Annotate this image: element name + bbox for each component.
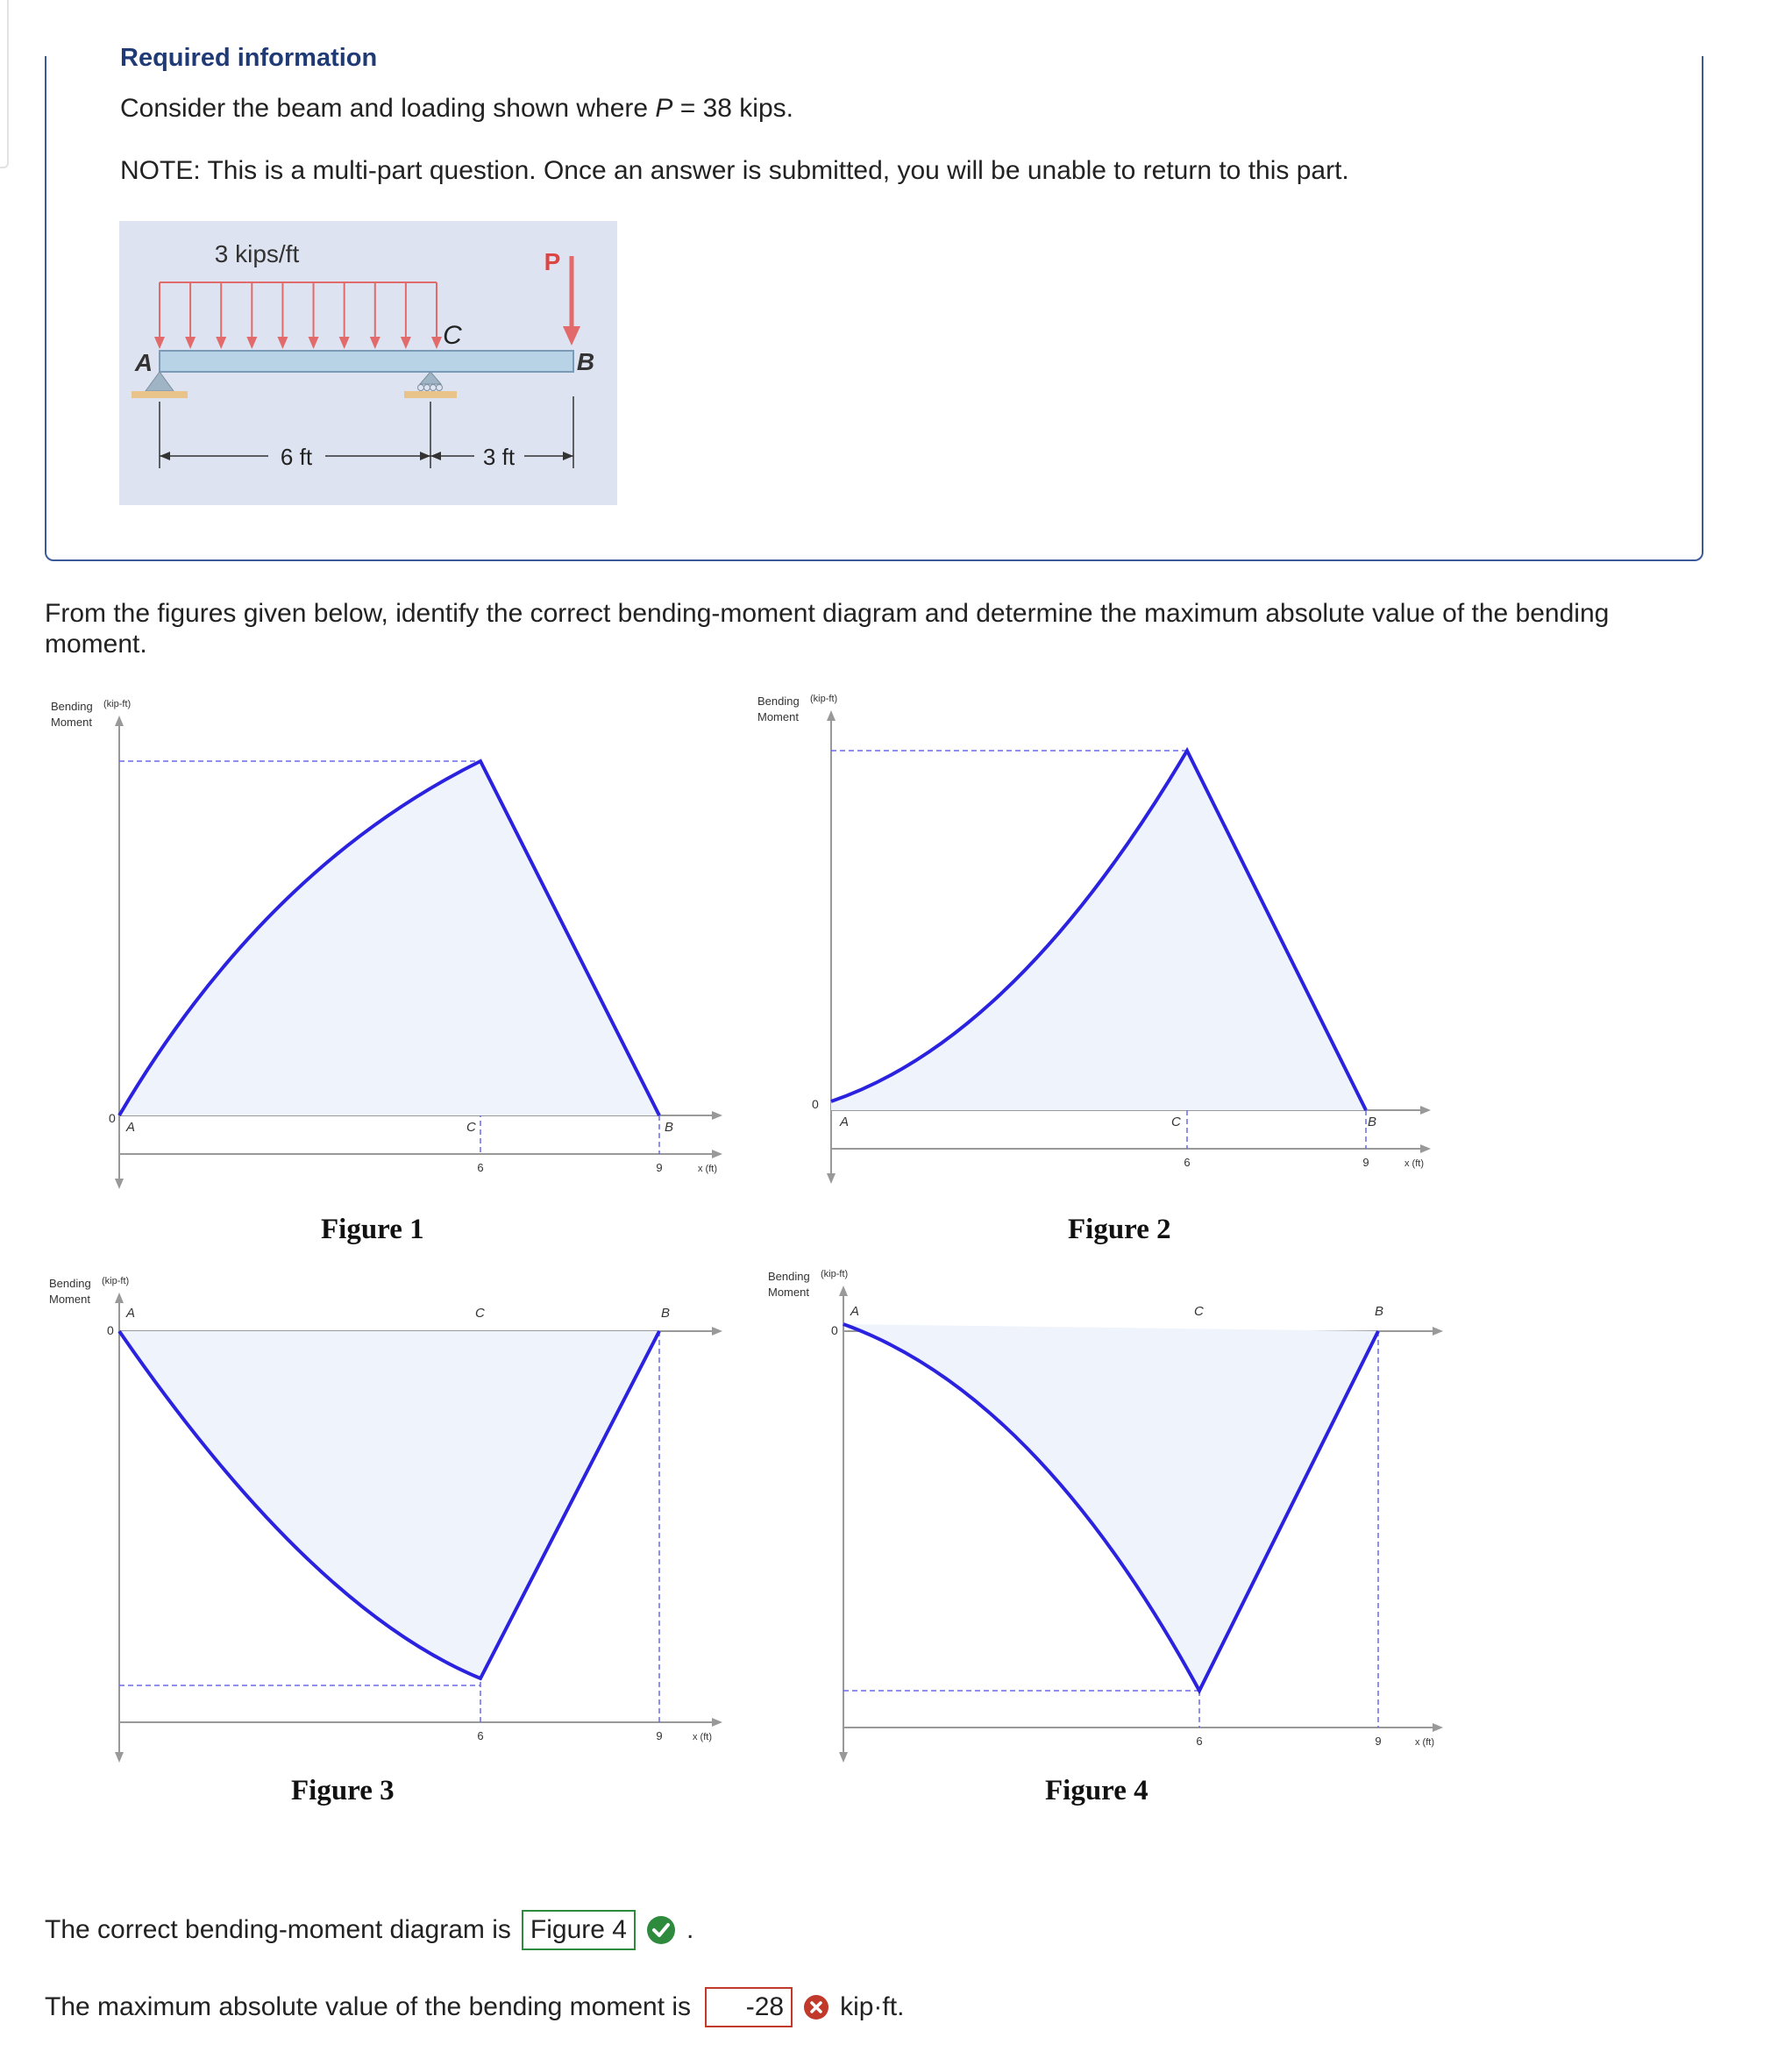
- answer-row-diagram: [45, 1910, 693, 1950]
- moment-unit: kip·ft.: [840, 1992, 905, 2021]
- answer-2-prompt: The maximum absolute value of the bending moment is: [45, 1992, 692, 2021]
- label-b: B: [661, 1306, 671, 1321]
- point-load-label: P: [544, 248, 561, 275]
- question-text: From the figures given below, identify the correct bending-moment diagram and determine the maximum absolute value of the bending moment.: [45, 599, 1610, 659]
- dimension-3ft: 3 ft: [482, 444, 516, 470]
- y-axis-label-line1: Bending: [51, 700, 93, 713]
- statement-variable: P: [655, 94, 673, 123]
- statement-suffix: = 38 kips.: [672, 94, 793, 123]
- tick-6: 6: [1184, 1156, 1191, 1169]
- diagram-select[interactable]: Figure 4: [522, 1910, 636, 1950]
- distributed-load-label: 3 kips/ft: [214, 240, 300, 267]
- figure-4-label: Figure 4: [1045, 1775, 1148, 1806]
- incorrect-x-icon: [803, 1994, 829, 2020]
- moment-area: [831, 751, 1366, 1110]
- correct-check-icon: [646, 1915, 676, 1945]
- ground-a: [132, 391, 188, 398]
- figure-4-diagram[interactable]: [766, 1263, 1459, 1771]
- label-b: B: [665, 1120, 674, 1135]
- tick-6: 6: [477, 1729, 484, 1742]
- label-a: A: [840, 1115, 850, 1129]
- y-axis-unit: (kip-ft): [810, 694, 838, 704]
- tick-6: 6: [477, 1161, 484, 1174]
- y-axis-label-line2: Moment: [757, 710, 799, 723]
- max-moment-input[interactable]: -28: [705, 1987, 793, 2027]
- tick-9: 9: [656, 1729, 663, 1742]
- tick-9: 9: [1362, 1156, 1369, 1169]
- label-b: B: [1375, 1304, 1384, 1319]
- tick-6: 6: [1196, 1735, 1203, 1748]
- y-axis-label-line1: Bending: [49, 1277, 91, 1290]
- label-c: C: [1171, 1115, 1181, 1129]
- point-a-label: A: [134, 349, 153, 376]
- answer-1-period: .: [686, 1915, 694, 1944]
- y-axis-label-line2: Moment: [768, 1286, 809, 1299]
- statement-prefix: Consider the beam and loading shown where: [120, 94, 656, 123]
- tick-9: 9: [656, 1161, 663, 1174]
- y-axis-label-line2: Moment: [51, 716, 92, 729]
- dimension-6ft: 6 ft: [280, 444, 313, 470]
- zero-label: 0: [812, 1097, 819, 1111]
- y-axis-unit: (kip-ft): [821, 1269, 849, 1279]
- point-c-label: C: [443, 321, 462, 350]
- x-axis-label: x (ft): [1404, 1158, 1424, 1169]
- moment-area: [843, 1324, 1378, 1691]
- x-axis-label: x (ft): [693, 1732, 712, 1742]
- x-axis-label: x (ft): [698, 1164, 717, 1174]
- label-c: C: [475, 1306, 485, 1321]
- problem-statement: [120, 94, 793, 124]
- figure-2-diagram[interactable]: [754, 687, 1447, 1214]
- zero-label: 0: [107, 1323, 114, 1337]
- left-panel-edge: [0, 0, 9, 168]
- answer-row-max-moment: [45, 1987, 904, 2027]
- y-axis-label-line2: Moment: [49, 1293, 90, 1306]
- y-axis-label-line1: Bending: [757, 695, 800, 708]
- zero-label: 0: [109, 1111, 116, 1125]
- label-b: B: [1368, 1115, 1377, 1129]
- beam-loading-figure: [119, 221, 617, 505]
- answer-1-prompt: The correct bending-moment diagram is: [45, 1915, 511, 1944]
- required-info-heading: Required information: [120, 44, 378, 72]
- figure-3-diagram[interactable]: [47, 1266, 740, 1775]
- tick-9: 9: [1375, 1735, 1382, 1748]
- x-axis-label: x (ft): [1415, 1737, 1434, 1748]
- y-axis-label-line1: Bending: [768, 1270, 810, 1283]
- label-a: A: [126, 1306, 136, 1321]
- multi-part-note: NOTE: This is a multi-part question. Once an answer is submitted, you will be unable to return to this part.: [120, 156, 1349, 185]
- label-a: A: [850, 1304, 860, 1319]
- figure-2-label: Figure 2: [1068, 1214, 1171, 1245]
- label-c: C: [1194, 1304, 1204, 1319]
- point-b-label: B: [576, 348, 595, 375]
- beam: [160, 351, 573, 372]
- label-a: A: [126, 1120, 136, 1135]
- ground-c: [404, 391, 457, 398]
- label-c: C: [466, 1120, 476, 1135]
- figure-1-diagram[interactable]: [47, 693, 740, 1219]
- zero-label: 0: [831, 1323, 838, 1337]
- figure-1-label: Figure 1: [321, 1214, 424, 1245]
- y-axis-unit: (kip-ft): [103, 699, 132, 709]
- y-axis-unit: (kip-ft): [102, 1276, 130, 1286]
- figure-3-label: Figure 3: [291, 1775, 395, 1806]
